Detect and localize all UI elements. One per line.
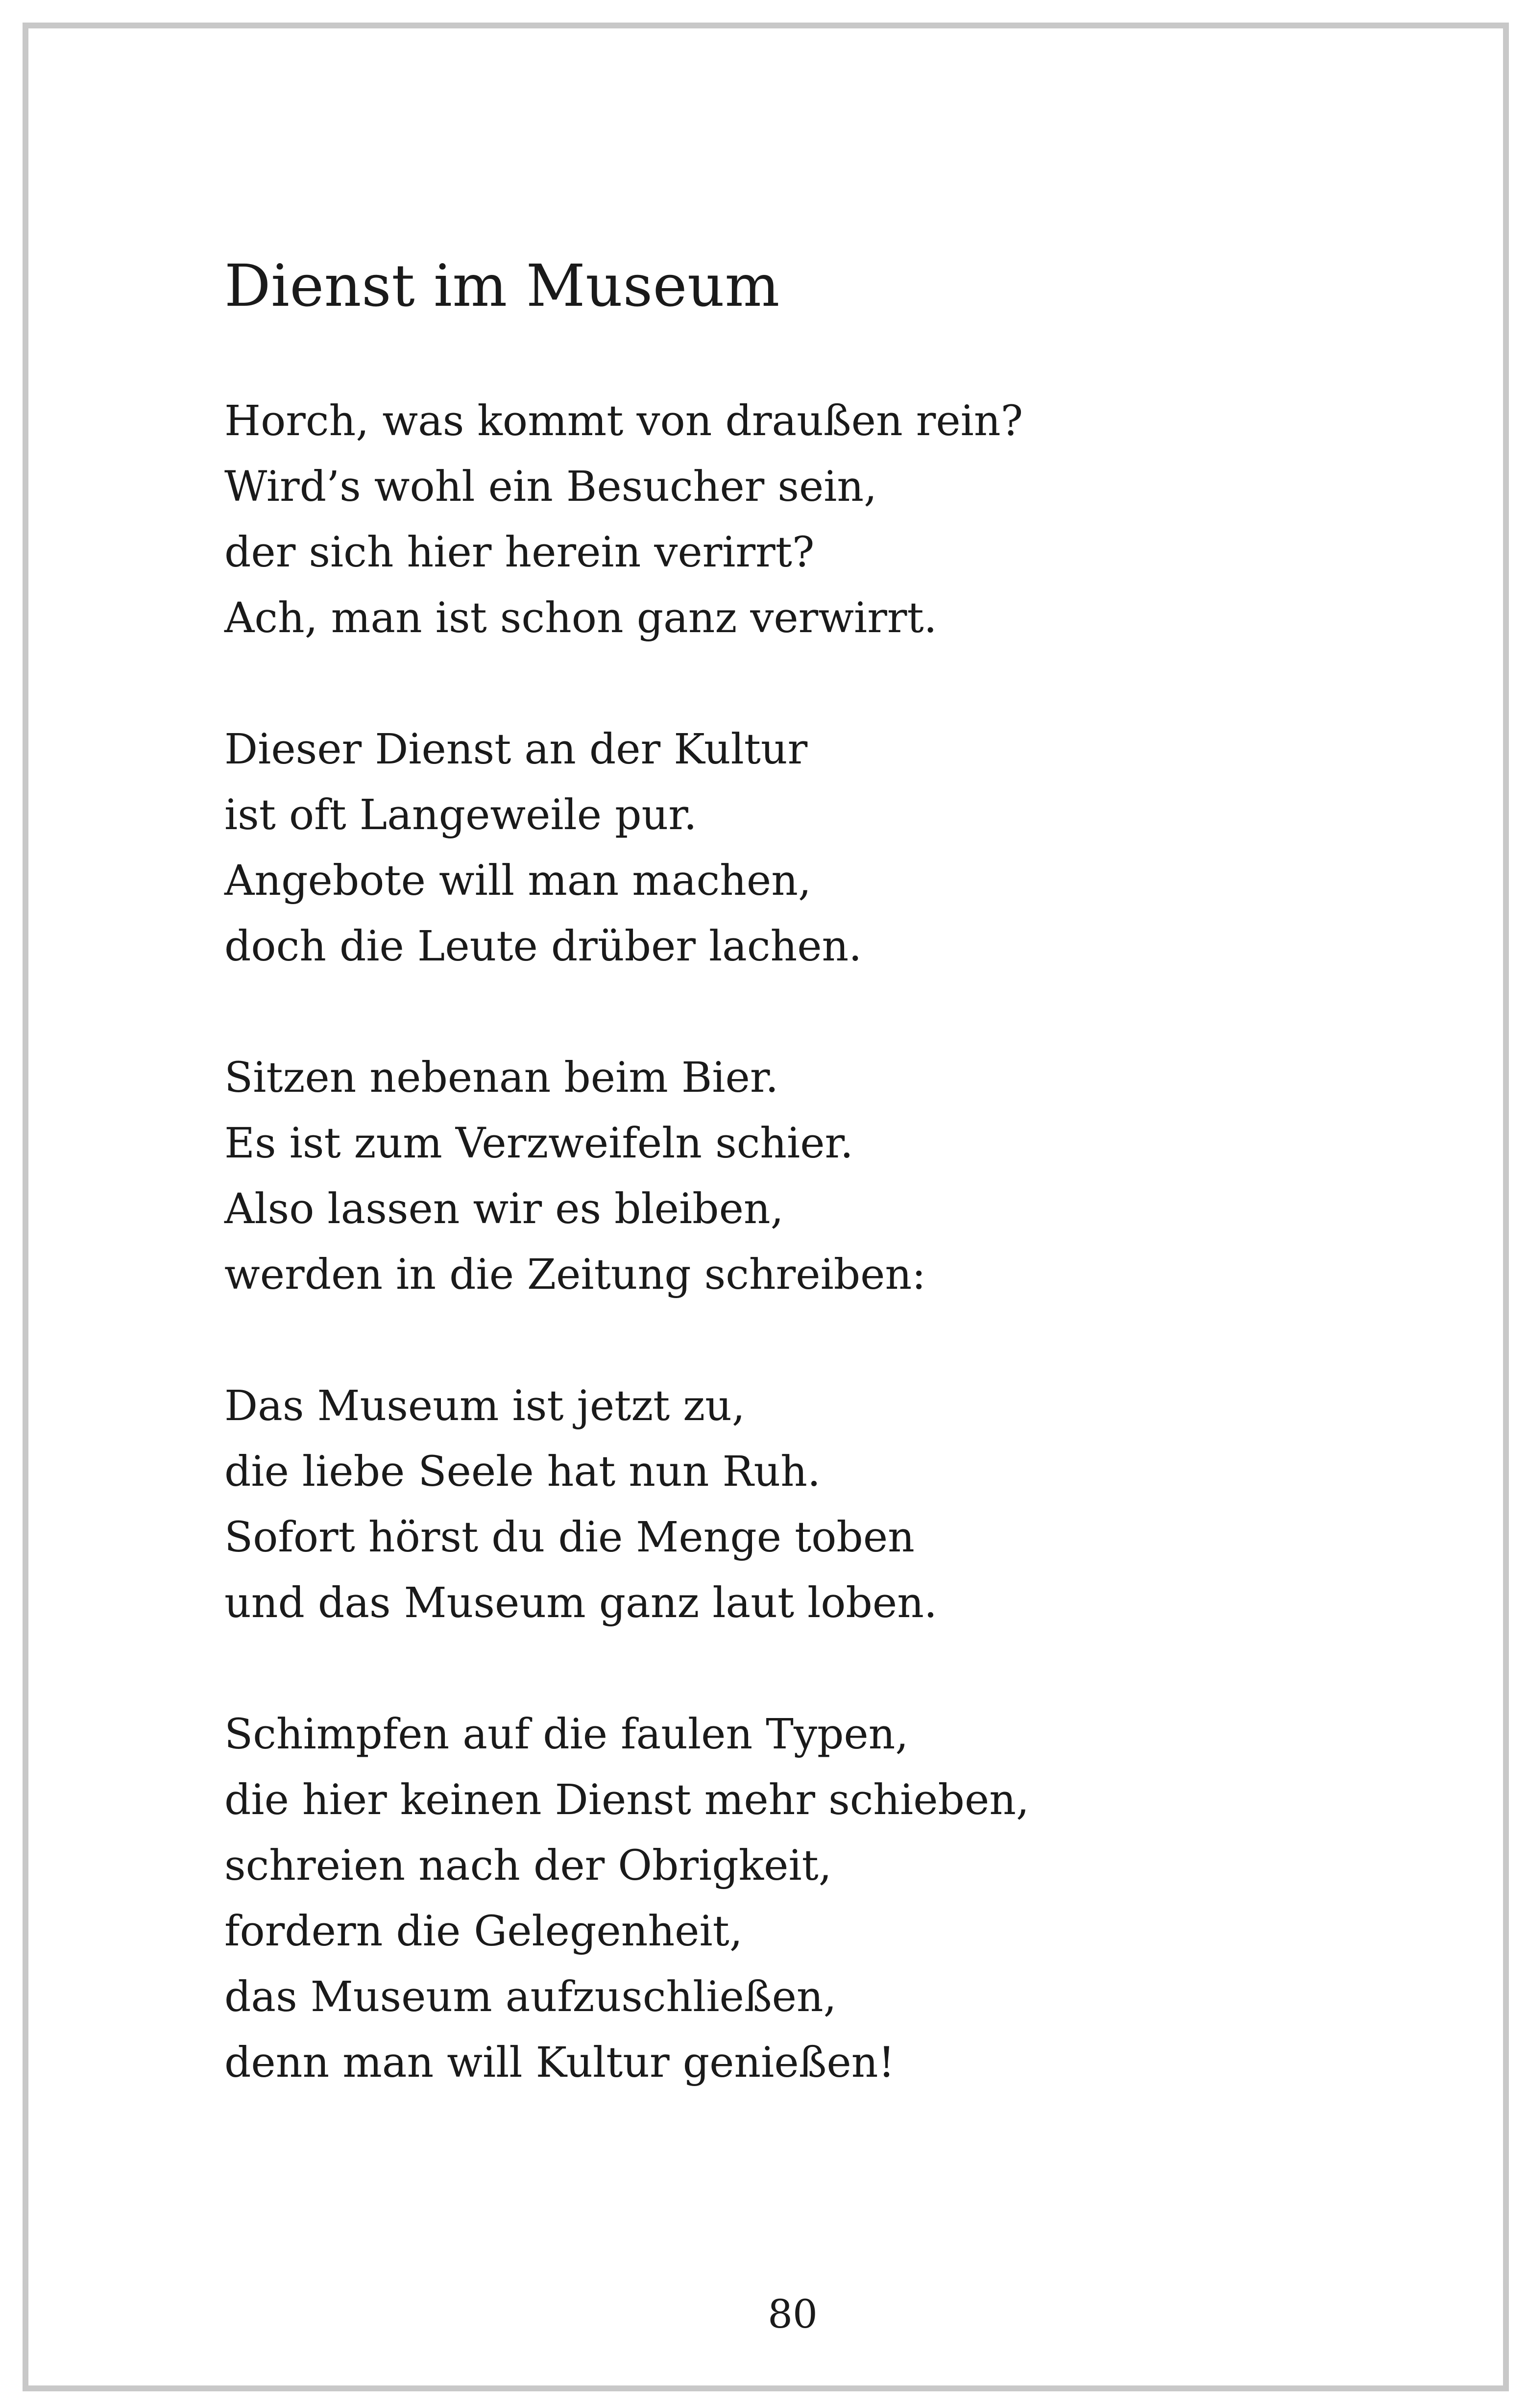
stanza-1 <box>224 389 1400 651</box>
stanza-3 <box>224 1045 1400 1308</box>
poem-line: und das Museum ganz laut loben. <box>224 1579 937 1627</box>
page-number: 80 <box>768 2291 818 2337</box>
poem-line: Angebote will man machen, <box>224 857 811 905</box>
poem-line: das Museum aufzuschließen, <box>224 1973 837 2021</box>
poem-line: der sich hier herein verirrt? <box>224 528 815 577</box>
poem-line: Also lassen wir es bleiben, <box>224 1185 784 1233</box>
page-title: Dienst im Museum <box>224 252 780 319</box>
poem-line: Das Museum ist jetzt zu, <box>224 1382 745 1430</box>
poem-line: schreien nach der Obrigkeit, <box>224 1842 832 1890</box>
poem-line: denn man will Kultur genießen! <box>224 2039 895 2087</box>
poem-line: fordern die Gelegenheit, <box>224 1907 743 1956</box>
poem-line: Es ist zum Verzweifeln schier. <box>224 1119 853 1168</box>
poem-line: Dieser Dienst an der Kultur <box>224 725 808 774</box>
poem <box>224 389 1400 2162</box>
poem-line: doch die Leute drüber lachen. <box>224 922 862 971</box>
poem-line: Wird’s wohl ein Besucher sein, <box>224 463 877 511</box>
poem-line: Schimpfen auf die faulen Typen, <box>224 1710 909 1759</box>
poem-line: werden in die Zeitung schreiben: <box>224 1251 926 1299</box>
page-frame <box>23 23 1509 2391</box>
stanza-5 <box>224 1702 1400 2096</box>
poem-line: Horch, was kommt von draußen rein? <box>224 397 1023 445</box>
poem-line: Sitzen nebenan beim Bier. <box>224 1054 779 1102</box>
poem-line: die hier keinen Dienst mehr schieben, <box>224 1776 1030 1824</box>
poem-line: Ach, man ist schon ganz verwirrt. <box>224 594 937 642</box>
poem-line: ist oft Langeweile pur. <box>224 791 697 839</box>
poem-line: Sofort hörst du die Menge toben <box>224 1513 915 1562</box>
stanza-4 <box>224 1374 1400 1636</box>
poem-line: die liebe Seele hat nun Ruh. <box>224 1448 821 1496</box>
stanza-2 <box>224 717 1400 980</box>
